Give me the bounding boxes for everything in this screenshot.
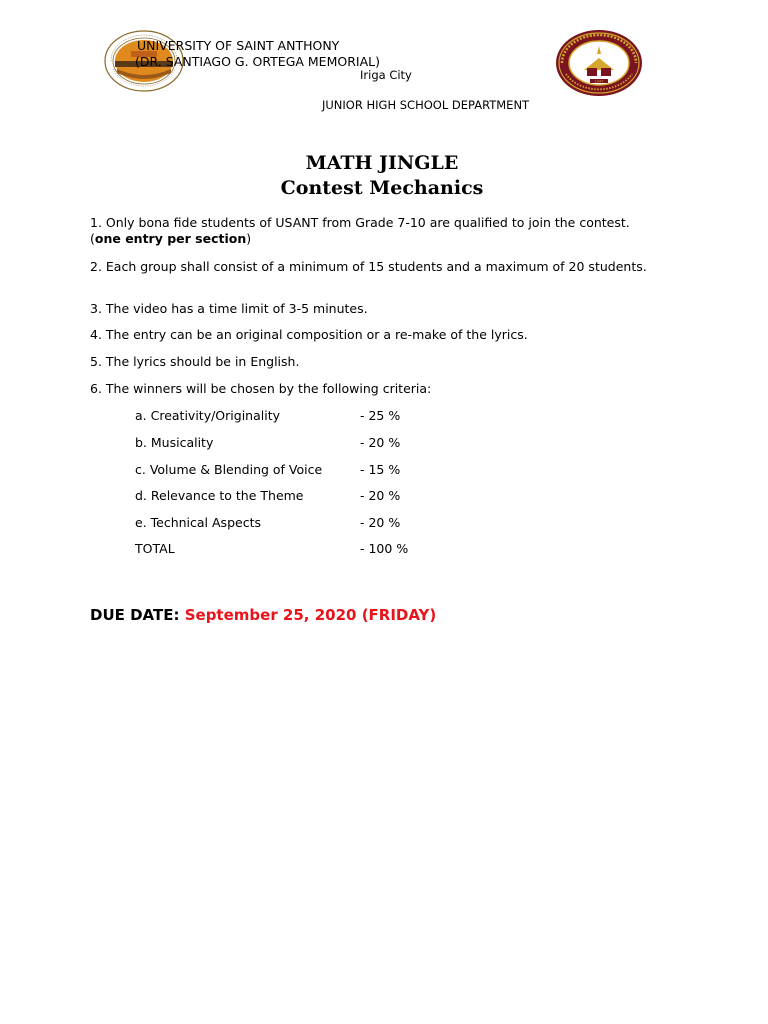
criteria-name: c. Volume & Blending of Voice — [135, 462, 323, 477]
rule-1-paren-close: ) — [246, 231, 252, 246]
due-date-label: DUE DATE: — [90, 606, 180, 624]
criteria-value: - 20 % — [360, 435, 401, 450]
department-name: JUNIOR HIGH SCHOOL DEPARTMENT — [322, 98, 530, 112]
rule-2: 2. Each group shall consist of a minimum of 15 students and a maximum of 20 students. — [90, 259, 647, 274]
rule-1-bold: one entry per section — [94, 231, 247, 246]
criteria-value: - 20 % — [360, 488, 401, 503]
criteria-name: e. Technical Aspects — [135, 515, 261, 530]
university-memorial: (DR. SANTIAGO G. ORTEGA MEMORIAL) — [135, 54, 380, 69]
school-seal-icon — [554, 28, 644, 98]
svg-text:1947: 1947 — [594, 79, 604, 84]
criteria-name: b. Musicality — [135, 435, 214, 450]
criteria-name: d. Relevance to the Theme — [135, 488, 304, 503]
rule-1-paren-open: ( — [90, 231, 95, 246]
university-city: Iriga City — [360, 68, 412, 82]
rule-5: 5. The lyrics should be in English. — [90, 354, 300, 369]
university-name: UNIVERSITY OF SAINT ANTHONY — [137, 38, 340, 53]
criteria-value: - 20 % — [360, 515, 401, 530]
rule-6: 6. The winners will be chosen by the following criteria: — [90, 381, 432, 396]
criteria-name: a. Creativity/Originality — [135, 408, 280, 423]
document-subtitle: Contest Mechanics — [280, 177, 484, 199]
due-date — [90, 606, 436, 624]
criteria-value: - 15 % — [360, 462, 401, 477]
rule-3: 3. The video has a time limit of 3-5 minutes. — [90, 301, 368, 316]
rule-1 — [90, 215, 690, 247]
due-date-value: September 25, 2020 (FRIDAY) — [184, 606, 437, 624]
criteria-value: - 25 % — [360, 408, 401, 423]
rule-1-text: 1. Only bona fide students of USANT from Grade 7-10 are qualified to join the contest. — [90, 215, 630, 230]
criteria-total-name: TOTAL — [135, 541, 175, 556]
criteria-total-value: - 100 % — [360, 541, 409, 556]
rule-4: 4. The entry can be an original composition or a re-make of the lyrics. — [90, 327, 528, 342]
document-title: MATH JINGLE — [305, 152, 459, 174]
